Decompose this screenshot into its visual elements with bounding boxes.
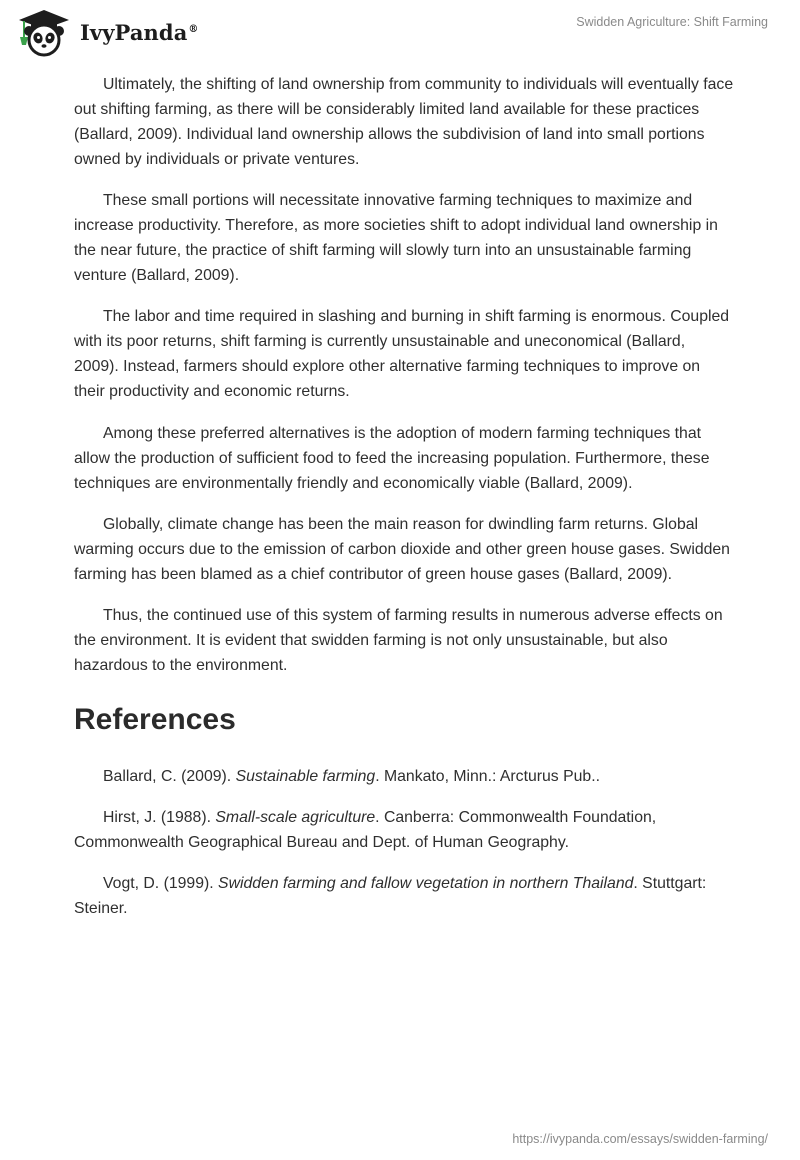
reference-item: Ballard, C. (2009). Sustainable farming. Mankato, Minn.: Arcturus Pub.. <box>103 767 600 785</box>
reference-item: Vogt, D. (1999). Swidden farming and fallow vegetation in northern Thailand. Stuttgart: Steiner. <box>74 875 707 918</box>
body-paragraph: These small portions will necessitate innovative farming techniques to maximize and increase productivity. Therefore, as more societies shift to adopt individual land ownership in the near future, the practice of shift farming will slowly turn into an unsustainable farming venture (Ballard, 2009). <box>74 192 718 285</box>
ivypanda-logo[interactable] <box>14 7 199 57</box>
body-paragraph: Ultimately, the shifting of land ownership from community to individuals will eventually face out shifting farming, as there will be considerably limited land available for these practices (Ballard, 2009). Individual land ownership allows the subdivision of land into small portions owned by individuals or private ventures. <box>74 76 734 168</box>
page-header <box>0 0 800 64</box>
source-url[interactable]: https://ivypanda.com/essays/swidden-farming/ <box>512 1132 768 1146</box>
essay-content <box>74 72 734 938</box>
document-title: Swidden Agriculture: Shift Farming <box>576 15 768 29</box>
panda-graduate-icon <box>14 7 74 57</box>
reference-item: Hirst, J. (1988). Small-scale agriculture. Canberra: Commonwealth Foundation, Commonwealth Geographical Bureau and Dept. of Human Geography. <box>74 809 657 852</box>
body-paragraph: Thus, the continued use of this system of farming results in numerous adverse effects on the environment. It is evident that swidden farming is not only unsustainable, but also hazardous to the environment. <box>74 606 723 674</box>
references-heading: References <box>74 702 236 736</box>
body-paragraph: The labor and time required in slashing and burning in shift farming is enormous. Coupled with its poor returns, shift farming is currently unsustainable and uneconomical (Ballard, 2009). Instead, farmers should explore other alternative farming techniques to improve on their productivity and economic returns. <box>74 308 730 401</box>
body-paragraph: Among these preferred alternatives is the adoption of modern farming techniques that allow the production of sufficient food to feed the increasing population. Furthermore, these techniques are environmentally friendly and economically viable (Ballard, 2009). <box>74 424 710 492</box>
body-paragraph: Globally, climate change has been the main reason for dwindling farm returns. Global warming occurs due to the emission of carbon dioxide and other green house gases. Swidden farming has been blamed as a chief contributor of green house gases (Ballard, 2009). <box>74 515 730 583</box>
logo-wordmark: IvyPanda® <box>80 19 199 45</box>
